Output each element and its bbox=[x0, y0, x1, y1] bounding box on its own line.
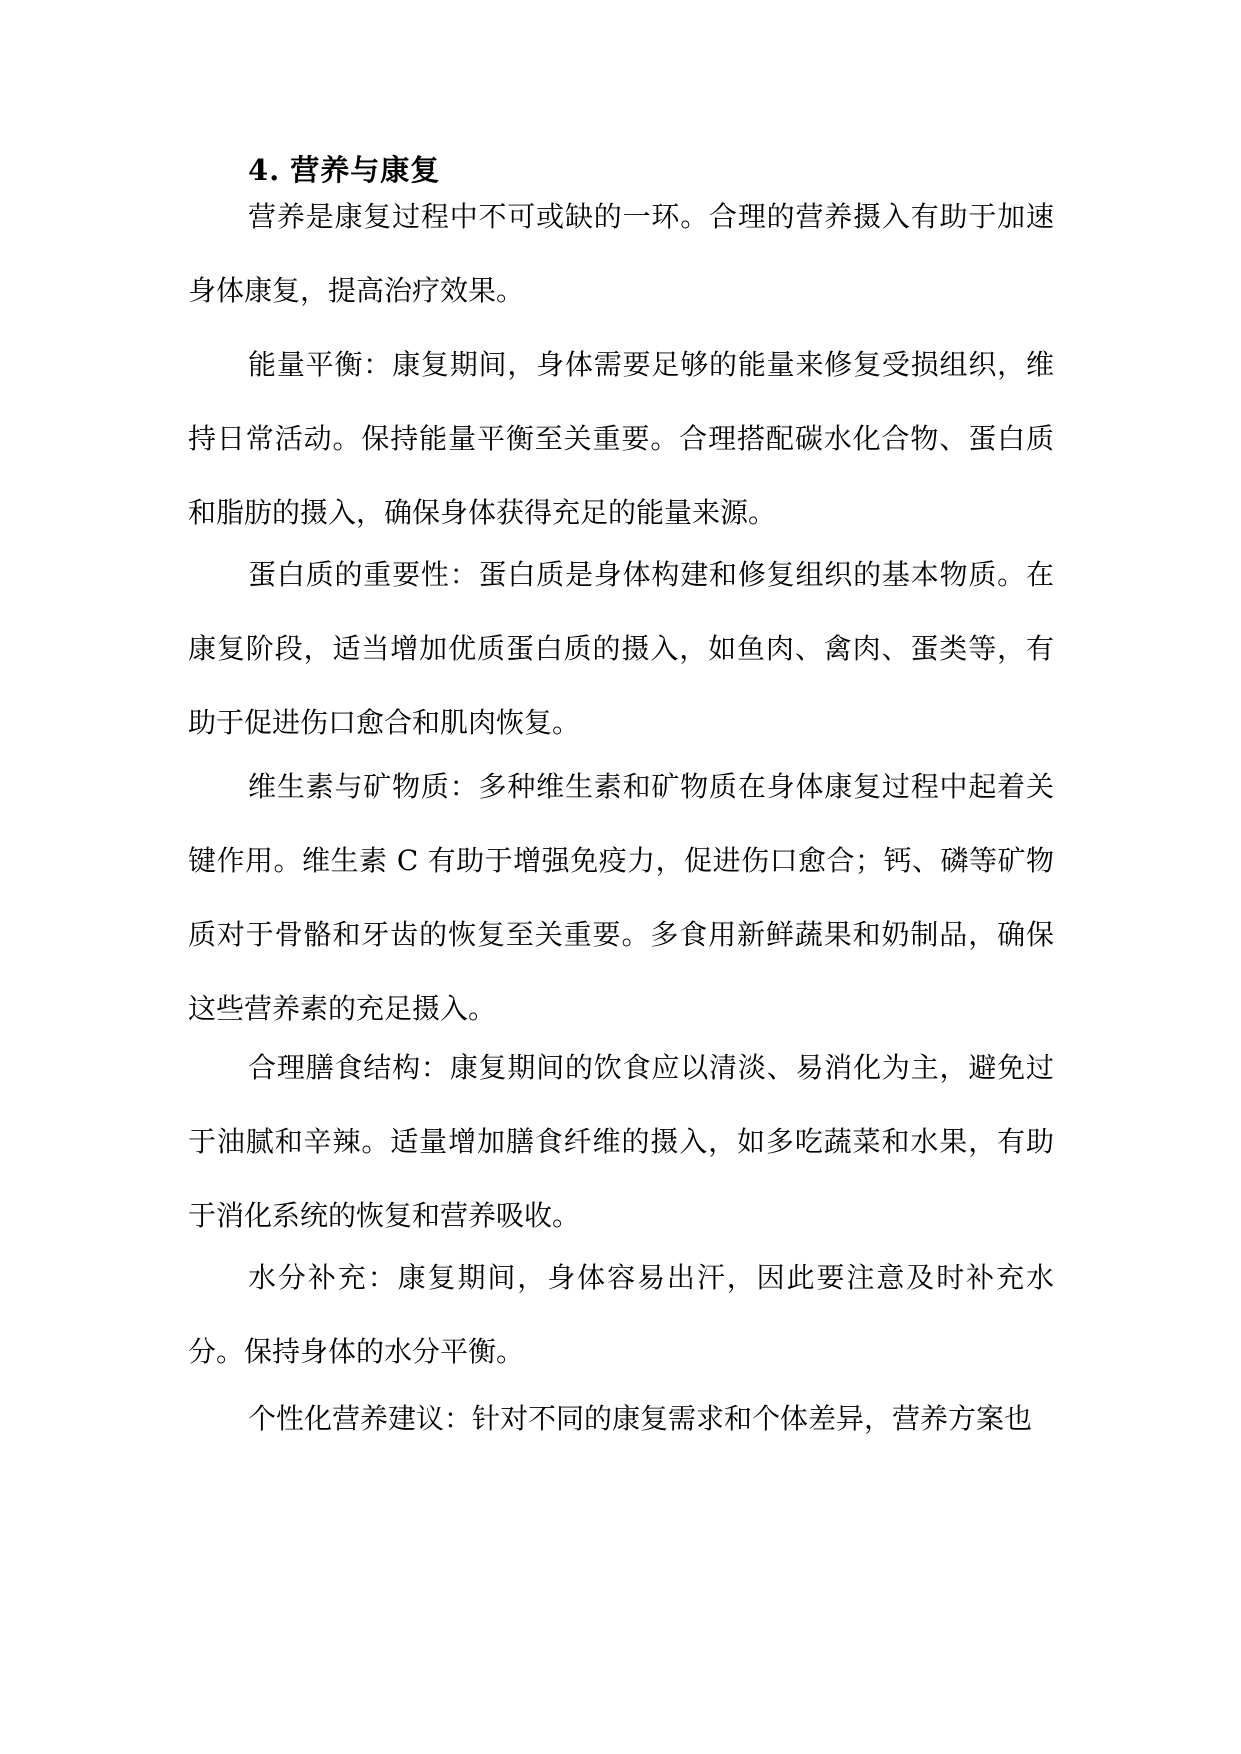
paragraph-protein: 蛋白质的重要性：蛋白质是身体构建和修复组织的基本物质。在康复阶段，适当增加优质蛋白质的摄入，如鱼肉、禽肉、蛋类等，有助于促进伤口愈合和肌肉恢复。 bbox=[188, 558, 1054, 739]
paragraph-hydration: 水分补充：康复期间，身体容易出汗，因此要注意及时补充水分。保持身体的水分平衡。 bbox=[188, 1261, 1054, 1368]
section-title: 营养与康复 bbox=[290, 153, 441, 187]
paragraph-vitamins-minerals: 维生素与矿物质：多种维生素和矿物质在身体康复过程中起着关键作用。维生素 C 有助于增强免疫力，促进伤口愈合；钙、磷等矿物质对于骨骼和牙齿的恢复至关重要。多食用新鲜蔬果和奶制品，确保这些营养素的充足摄入。 bbox=[188, 770, 1054, 1025]
paragraph-diet-structure: 合理膳食结构：康复期间的饮食应以清淡、易消化为主，避免过于油腻和辛辣。适量增加膳食纤维的摄入，如多吃蔬菜和水果，有助于消化系统的恢复和营养吸收。 bbox=[188, 1051, 1054, 1232]
section-number: 4. bbox=[248, 153, 281, 187]
paragraph-intro: 营养是康复过程中不可或缺的一环。合理的营养摄入有助于加速身体康复，提高治疗效果。 bbox=[188, 200, 1054, 307]
paragraph-energy-balance: 能量平衡：康复期间，身体需要足够的能量来修复受损组织，维持日常活动。保持能量平衡至关重要。合理搭配碳水化合物、蛋白质和脂肪的摄入，确保身体获得充足的能量来源。 bbox=[188, 348, 1054, 529]
paragraph-personalized: 个性化营养建议：针对不同的康复需求和个体差异，营养方案也 bbox=[248, 1402, 1033, 1435]
